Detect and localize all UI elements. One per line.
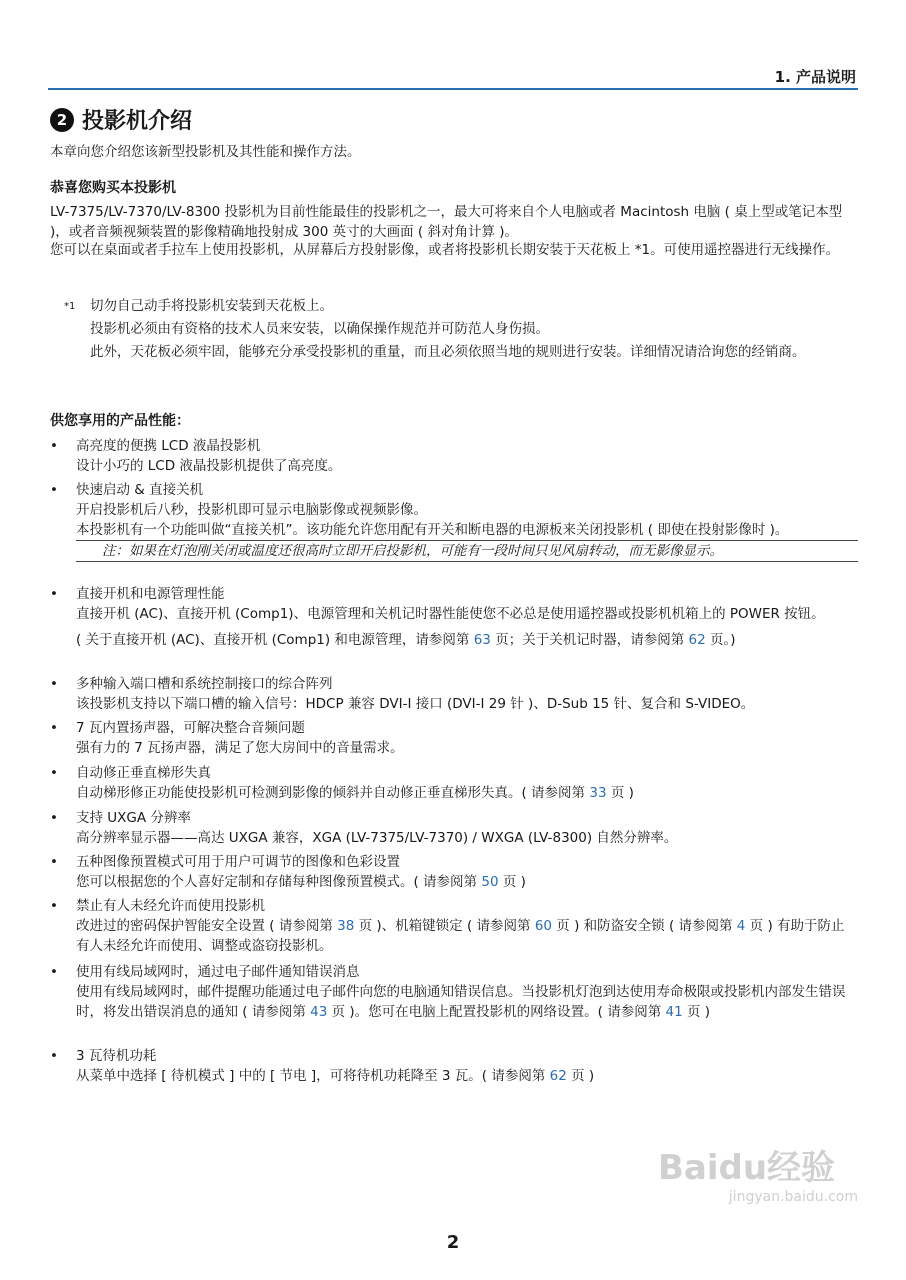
- feature-desc: 改进过的密码保护智能安全设置 ( 请参阅第 38 页 )、机箱键锁定 ( 请参阅第 60 页 ) 和防盗安全锁 ( 请参阅第 4 页 ) 有助于防止有人未经允许而使用、调整或盗窃投影机。: [76, 918, 845, 954]
- feature-item: [50, 1046, 858, 1086]
- feature-title: 直接开机和电源管理性能: [76, 586, 225, 602]
- feature-item: [50, 896, 858, 956]
- watermark-brand: Baidu经验: [658, 1148, 836, 1188]
- page-link[interactable]: 62: [688, 632, 706, 648]
- bullet: •: [50, 1048, 58, 1064]
- feature-item: [50, 808, 858, 848]
- bullet: •: [50, 765, 58, 781]
- footnote-line: 投影机必须由有资格的技术人员来安装，以确保操作规范并可防范人身伤损。: [90, 321, 549, 337]
- bullet: •: [50, 854, 58, 870]
- features-heading: 供您享用的产品性能：: [50, 413, 190, 429]
- feature-desc: 从菜单中选择 [ 待机模式 ] 中的 [ 节电 ]，可将待机功耗降至 3 瓦。( 请参阅第 62 页 ): [76, 1068, 595, 1084]
- feature-title: 快速启动 & 直接关机: [76, 482, 204, 498]
- section-title-text: 投影机介绍: [82, 109, 193, 134]
- section-number-badge: 2: [50, 108, 74, 132]
- feature-desc: 您可以根据您的个人喜好定制和存储每种图像预置模式。( 请参阅第 50 页 ): [76, 874, 526, 890]
- page-link[interactable]: 33: [589, 785, 607, 801]
- page-link[interactable]: 50: [481, 874, 499, 890]
- footnote-mark: *1: [64, 301, 76, 312]
- congrats-paragraph-2: 您可以在桌面或者手拉车上使用投影机，从屏幕后方投射影像，或者将投影机长期安装于天花板上 *1。可使用遥控器进行无线操作。: [50, 242, 840, 258]
- feature-ref: ( 关于直接开机 (AC)、直接开机 (Comp1) 和电源管理，请参阅第 63 页；关于关机记时器，请参阅第 62 页。): [76, 632, 736, 648]
- feature-title: 支持 UXGA 分辨率: [76, 810, 191, 826]
- feature-desc: 强有力的 7 瓦扬声器，满足了您大房间中的音量需求。: [76, 740, 404, 756]
- feature-title: 多种输入端口槽和系统控制接口的综合阵列: [76, 676, 333, 692]
- section-title: [50, 104, 192, 135]
- watermark: [658, 1140, 858, 1235]
- feature-desc: 设计小巧的 LCD 液晶投影机提供了高亮度。: [76, 458, 342, 474]
- feature-desc: 该投影机支持以下端口槽的输入信号：HDCP 兼容 DVI-I 接口 (DVI-I 29 针 )、D-Sub 15 针、复合和 S-VIDEO。: [76, 696, 755, 712]
- feature-desc: 高分辨率显示器——高达 UXGA 兼容，XGA (LV-7375/LV-7370) / WXGA (LV-8300) 自然分辨率。: [76, 830, 678, 846]
- bullet: •: [50, 720, 58, 736]
- page-link[interactable]: 62: [549, 1068, 567, 1084]
- bullet: •: [50, 586, 58, 602]
- page-link[interactable]: 38: [337, 918, 355, 934]
- feature-title: 7 瓦内置扬声器，可解决整合音频问题: [76, 720, 305, 736]
- bullet: •: [50, 964, 58, 980]
- footnote-line: 此外，天花板必须牢固，能够充分承受投影机的重量，而且必须依照当地的规则进行安装。详细情况请洽询您的经销商。: [90, 344, 806, 360]
- page-link[interactable]: 4: [736, 918, 746, 934]
- footnote: [64, 296, 858, 365]
- feature-title: 禁止有人未经允许而使用投影机: [76, 898, 265, 914]
- feature-item: [50, 436, 858, 476]
- bullet: •: [50, 676, 58, 692]
- feature-title: 3 瓦待机功耗: [76, 1048, 157, 1064]
- section-intro: 本章向您介绍您该新型投影机及其性能和操作方法。: [50, 144, 361, 160]
- bullet: •: [50, 482, 58, 498]
- feature-item: [50, 962, 858, 1022]
- feature-item: [50, 480, 858, 562]
- feature-desc: 使用有线局域网时，邮件提醒功能通过电子邮件向您的电脑通知错误信息。当投影机灯泡到达使用寿命极限或投影机内部发生错误时，将发出错误消息的通知 ( 请参阅第 43 页 )。您可在电脑上配置投影机的网络设置。( 请参阅第 41 页 ): [76, 984, 846, 1020]
- chapter-header: 1. 产品说明: [774, 68, 856, 86]
- feature-desc: 开启投影机后八秒，投影机即可显示电脑影像或视频影像。: [76, 502, 427, 518]
- footnote-line: 切勿自己动手将投影机安装到天花板上。: [90, 298, 333, 314]
- bullet: •: [50, 898, 58, 914]
- page-link[interactable]: 60: [534, 918, 553, 934]
- bullet: •: [50, 810, 58, 826]
- feature-desc: 本投影机有一个功能叫做“直接关机”。该功能允许您用配有开关和断电器的电源板来关闭投影机 ( 即使在投射影像时 )。: [76, 522, 789, 538]
- page-link[interactable]: 43: [310, 1004, 328, 1020]
- feature-item: [50, 852, 858, 892]
- feature-title: 高亮度的便携 LCD 液晶投影机: [76, 438, 261, 454]
- feature-title: 自动修正垂直梯形失真: [76, 765, 211, 781]
- feature-item: [50, 718, 858, 758]
- header-rule: [48, 88, 858, 90]
- page-link[interactable]: 63: [473, 632, 491, 648]
- congrats-heading: 恭喜您购买本投影机: [50, 180, 176, 196]
- watermark-url: jingyan.baidu.com: [728, 1189, 858, 1205]
- feature-item: [50, 584, 858, 650]
- congrats-paragraph-1: LV-7375/LV-7370/LV-8300 投影机为目前性能最佳的投影机之一，最大可将来自个人电脑或者 Macintosh 电脑 ( 桌上型或笔记本型 )，或者音频视频装置的影像精确地投射成 300 英寸的大画面 ( 斜对角计算 )。: [50, 204, 843, 240]
- feature-desc: 直接开机 (AC)、直接开机 (Comp1)、电源管理和关机记时器性能使您不必总是使用遥控器或投影机机箱上的 POWER 按钮。: [76, 606, 825, 622]
- page-number: 2: [446, 1232, 460, 1253]
- page-link[interactable]: 41: [665, 1004, 683, 1020]
- feature-item: [50, 763, 858, 803]
- caution-note: 注：如果在灯泡刚关闭或温度还很高时立即开启投影机，可能有一段时间只见风扇转动，而无影像显示。: [76, 540, 858, 562]
- bullet: •: [50, 438, 58, 454]
- feature-desc: 自动梯形修正功能使投影机可检测到影像的倾斜并自动修正垂直梯形失真。( 请参阅第 33 页 ): [76, 785, 634, 801]
- feature-title: 五种图像预置模式可用于用户可调节的图像和色彩设置: [76, 854, 400, 870]
- feature-title: 使用有线局域网时，通过电子邮件通知错误消息: [76, 964, 360, 980]
- feature-item: [50, 674, 858, 714]
